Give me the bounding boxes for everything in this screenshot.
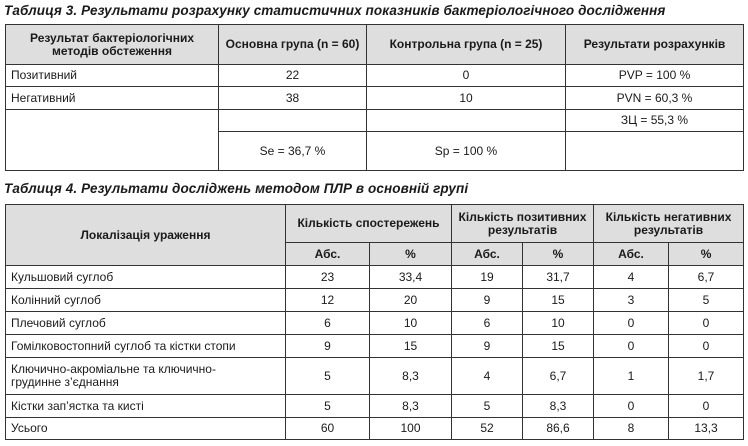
row-label: Ключично-акроміальне та ключично-грудинне з’єднання <box>6 358 286 395</box>
cell: 9 <box>286 335 370 358</box>
cell: 5 <box>286 358 370 395</box>
table-row <box>6 335 744 358</box>
cell: 9 <box>452 335 523 358</box>
cell: 0 <box>594 312 669 335</box>
table-row <box>6 289 744 312</box>
cell: 1,7 <box>669 358 744 395</box>
cell: 31,7 <box>523 266 594 289</box>
table3-header-results: Результати розрахунків <box>566 25 744 65</box>
row-label: Плечовий суглоб <box>6 312 286 335</box>
table-row <box>6 312 744 335</box>
table4-header-positive: Кількість позитивних результатів <box>452 205 594 243</box>
cell: 1 <box>594 358 669 395</box>
cell: 0 <box>594 335 669 358</box>
cell: 0 <box>669 395 744 418</box>
cell: 100 <box>370 418 452 440</box>
empty-cell <box>6 110 219 171</box>
se-cell: Se = 36,7 % <box>219 132 367 171</box>
row-label: Позитивний <box>6 65 219 87</box>
cell: 19 <box>452 266 523 289</box>
cell: 5 <box>286 395 370 418</box>
table3-caption: Таблиця 3. Результати розрахунку статистичних показників бактеріологічного дослідження <box>4 3 666 18</box>
empty-cell <box>566 132 744 171</box>
subheader-abs: Абс. <box>594 243 669 266</box>
table-row <box>6 266 744 289</box>
cell: 0 <box>669 312 744 335</box>
table4 <box>5 204 744 440</box>
table-row <box>6 395 744 418</box>
cell: 52 <box>452 418 523 440</box>
cell: 20 <box>370 289 452 312</box>
cell: 8 <box>594 418 669 440</box>
cell: 38 <box>219 87 367 110</box>
table-row <box>6 87 744 110</box>
cell: 6,7 <box>523 358 594 395</box>
cell: 15 <box>370 335 452 358</box>
row-label: Негативний <box>6 87 219 110</box>
row-label: Кульшовий суглоб <box>6 266 286 289</box>
cell: 9 <box>452 289 523 312</box>
table-row <box>6 358 744 395</box>
cell: 22 <box>219 65 367 87</box>
cell: 3 <box>594 289 669 312</box>
cell: 33,4 <box>370 266 452 289</box>
table-row <box>6 65 744 87</box>
zc-cell: ЗЦ = 55,3 % <box>566 110 744 132</box>
empty-cell <box>219 110 367 132</box>
cell: PVP = 100 % <box>566 65 744 87</box>
cell: 10 <box>370 312 452 335</box>
subheader-abs: Абс. <box>286 243 370 266</box>
sp-cell: Sp = 100 % <box>367 132 566 171</box>
row-label: Колінний суглоб <box>6 289 286 312</box>
cell: 10 <box>523 312 594 335</box>
table4-header-location: Локалізація ураження <box>6 205 286 266</box>
cell: 86,6 <box>523 418 594 440</box>
cell: 0 <box>594 395 669 418</box>
cell: 4 <box>594 266 669 289</box>
cell: 5 <box>452 395 523 418</box>
cell: 60 <box>286 418 370 440</box>
row-label: Кістки зап’ястка та кисті <box>6 395 286 418</box>
subheader-abs: Абс. <box>452 243 523 266</box>
subheader-pct: % <box>669 243 744 266</box>
cell: 8,3 <box>523 395 594 418</box>
empty-cell <box>367 110 566 132</box>
cell: 6 <box>286 312 370 335</box>
cell: 6,7 <box>669 266 744 289</box>
table3 <box>5 24 744 171</box>
row-label: Усього <box>6 418 286 440</box>
cell: PVN = 60,3 % <box>566 87 744 110</box>
cell: 10 <box>367 87 566 110</box>
cell: 4 <box>452 358 523 395</box>
cell: 23 <box>286 266 370 289</box>
table3-header-method: Результат бактеріологічних методів обстеження <box>6 25 219 65</box>
table3-header-control: Контрольна група (n = 25) <box>367 25 566 65</box>
cell: 0 <box>669 335 744 358</box>
table-row <box>6 418 744 440</box>
cell: 15 <box>523 335 594 358</box>
table4-header-observations: Кількість спостережень <box>286 205 452 243</box>
cell: 15 <box>523 289 594 312</box>
cell: 5 <box>669 289 744 312</box>
subheader-pct: % <box>523 243 594 266</box>
table4-header-negative: Кількість негативних результатів <box>594 205 744 243</box>
cell: 12 <box>286 289 370 312</box>
cell: 8,3 <box>370 395 452 418</box>
cell: 6 <box>452 312 523 335</box>
cell: 13,3 <box>669 418 744 440</box>
subheader-pct: % <box>370 243 452 266</box>
table3-header-main: Основна група (n = 60) <box>219 25 367 65</box>
cell: 0 <box>367 65 566 87</box>
row-label: Гомілковостопний суглоб та кістки стопи <box>6 335 286 358</box>
table4-caption: Таблиця 4. Результати досліджень методом ПЛР в основній групі <box>4 181 469 196</box>
cell: 8,3 <box>370 358 452 395</box>
